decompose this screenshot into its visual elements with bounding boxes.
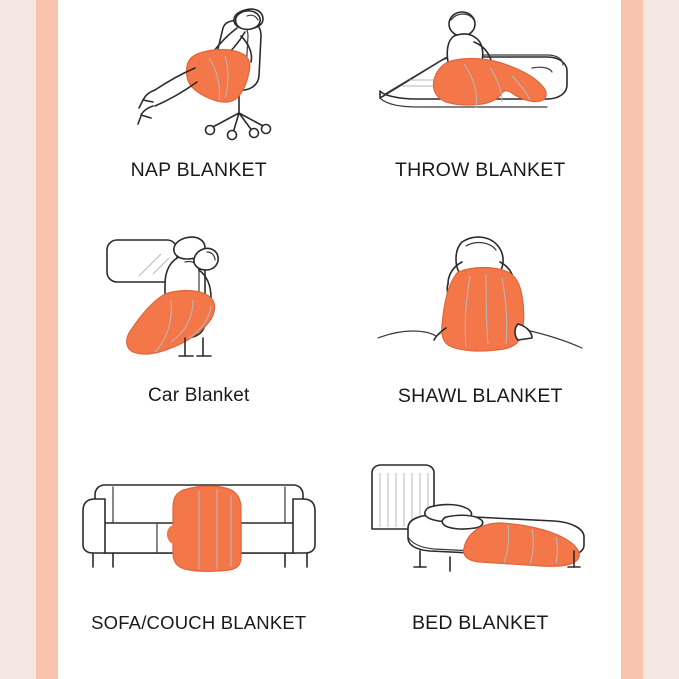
caption-car-blanket: Car Blanket xyxy=(148,385,250,407)
blanket-type-grid xyxy=(58,0,621,679)
sofa-blanket-illustration xyxy=(69,459,329,609)
caption-nap-blanket: NAP BLANKET xyxy=(130,159,267,181)
nap-blanket-illustration xyxy=(69,6,329,156)
caption-shawl-blanket: SHAWL BLANKET xyxy=(397,385,563,408)
grid-item-shawl-blanket xyxy=(340,226,622,452)
grid-item-sofa-couch-blanket xyxy=(58,453,340,679)
bed-blanket-illustration xyxy=(350,459,610,609)
grid-item-bed-blanket xyxy=(340,453,622,679)
grid-item-throw-blanket xyxy=(340,0,622,226)
illustration-card xyxy=(58,0,621,679)
grid-item-car-blanket xyxy=(58,226,340,452)
decorative-band-right xyxy=(621,0,643,679)
page-edge-left xyxy=(0,0,36,679)
grid-item-nap-blanket xyxy=(58,0,340,226)
decorative-band-left xyxy=(36,0,58,679)
throw-blanket-illustration xyxy=(350,6,610,156)
caption-bed-blanket: BED BLANKET xyxy=(411,611,549,634)
caption-sofa-couch-blanket: SOFA/COUCH BLANKET xyxy=(91,611,307,633)
page-edge-right xyxy=(643,0,679,679)
shawl-blanket-illustration xyxy=(350,232,610,382)
car-blanket-illustration xyxy=(69,232,329,382)
caption-throw-blanket: THROW BLANKET xyxy=(394,159,566,181)
